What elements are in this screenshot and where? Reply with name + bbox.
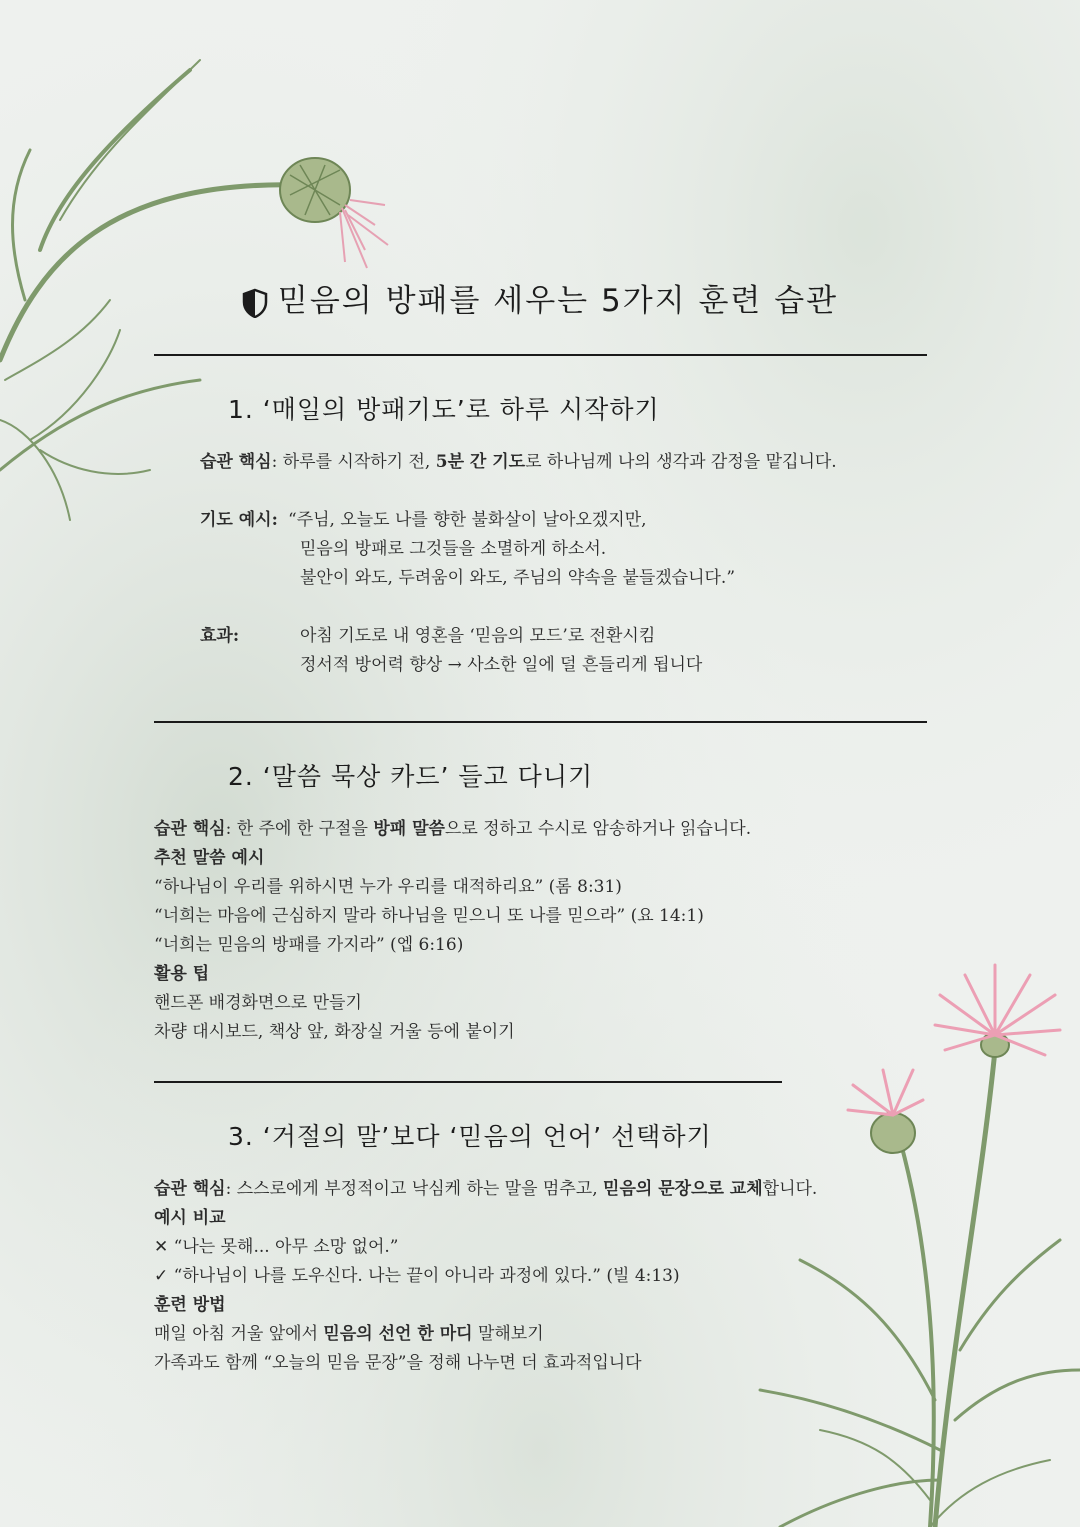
core-text: : 한 주에 한 구절을: [225, 819, 374, 839]
core-text: : 스스로에게 부정적이고 낙심케 하는 말을 멈추고,: [225, 1179, 604, 1199]
compare-label: 예시 비교: [154, 1208, 226, 1228]
bad-example-text: “나는 못해... 아무 소망 없어.”: [173, 1237, 399, 1257]
method-item: 가족과도 함께 “오늘의 믿음 문장”을 정해 나누면 더 효과적입니다: [154, 1353, 642, 1373]
tip-item: 핸드폰 배경화면으로 만들기: [154, 993, 362, 1013]
verse-item: “하나님이 우리를 위하시면 누가 우리를 대적하리요” (롬 8:31): [154, 877, 622, 897]
page-title-text: 믿음의 방패를 세우는 5가지 훈련 습관: [277, 283, 839, 319]
core-label: 습관 핵심: [154, 819, 226, 839]
verse-item: “너희는 마음에 근심하지 말라 하나님을 믿으니 또 나를 믿으라” (요 14:1): [154, 906, 704, 926]
core-emphasis: 5분 간 기도: [435, 452, 526, 472]
method-text: 말해보기: [472, 1324, 544, 1344]
section-3-core: [154, 1175, 817, 1204]
section-2-core: [154, 815, 751, 844]
core-text: : 하루를 시작하기 전,: [271, 452, 436, 472]
method-label: 훈련 방법: [154, 1295, 226, 1315]
method-text: 매일 아침 거울 앞에서: [154, 1324, 324, 1344]
page-title: [0, 275, 1080, 320]
tips-label: 활용 팁: [154, 964, 210, 984]
section-1-heading: 1. ‘매일의 방패기도’로 하루 시작하기: [228, 395, 660, 424]
shield-icon: [242, 288, 268, 318]
section-2-heading: 2. ‘말씀 묵상 카드’ 들고 다니기: [228, 762, 594, 791]
prayer-line: “주님, 오늘도 나를 향한 불화살이 날아오겠지만,: [288, 510, 647, 530]
core-text: 으로 정하고 수시로 암송하거나 읽습니다.: [444, 819, 752, 839]
core-emphasis: 방패 말씀: [373, 819, 445, 839]
core-label: 습관 핵심: [154, 1179, 226, 1199]
divider: [154, 1081, 782, 1083]
prayer-line: 믿음의 방패로 그것들을 소멸하게 하소서.: [300, 539, 607, 559]
verse-item: “너희는 믿음의 방패를 가지라” (엡 6:16): [154, 935, 464, 955]
verses-label: 추천 말씀 예시: [154, 848, 265, 868]
section-3-heading: 3. ‘거절의 말’보다 ‘믿음의 언어’ 선택하기: [228, 1122, 712, 1151]
divider: [154, 721, 927, 723]
cross-icon: ✕: [154, 1237, 169, 1257]
good-example: [154, 1262, 680, 1291]
method-item: [154, 1320, 544, 1349]
prayer-label: 기도 예시:: [200, 510, 278, 530]
core-text: 합니다.: [762, 1179, 818, 1199]
core-text: 로 하나님께 나의 생각과 감정을 맡깁니다.: [525, 452, 837, 472]
section-1-core: [200, 448, 837, 477]
core-label: 습관 핵심: [200, 452, 272, 472]
good-example-text: “하나님이 나를 도우신다. 나는 끝이 아니라 과정에 있다.” (빌 4:13): [173, 1266, 680, 1286]
effect-line: 정서적 방어력 향상 → 사소한 일에 덜 흔들리게 됩니다: [300, 655, 703, 675]
bad-example: [154, 1233, 399, 1262]
core-emphasis: 믿음의 문장으로 교체: [603, 1179, 763, 1199]
check-icon: ✓: [154, 1266, 169, 1286]
effect-line: 아침 기도로 내 영혼을 ‘믿음의 모드’로 전환시킴: [300, 626, 656, 646]
prayer-line: 불안이 와도, 두려움이 와도, 주님의 약속을 붙들겠습니다.”: [300, 568, 736, 588]
effect-label: 효과:: [200, 626, 240, 646]
divider: [154, 354, 927, 356]
method-emphasis: 믿음의 선언 한 마디: [323, 1324, 473, 1344]
tip-item: 차량 대시보드, 책상 앞, 화장실 거울 등에 붙이기: [154, 1022, 515, 1042]
